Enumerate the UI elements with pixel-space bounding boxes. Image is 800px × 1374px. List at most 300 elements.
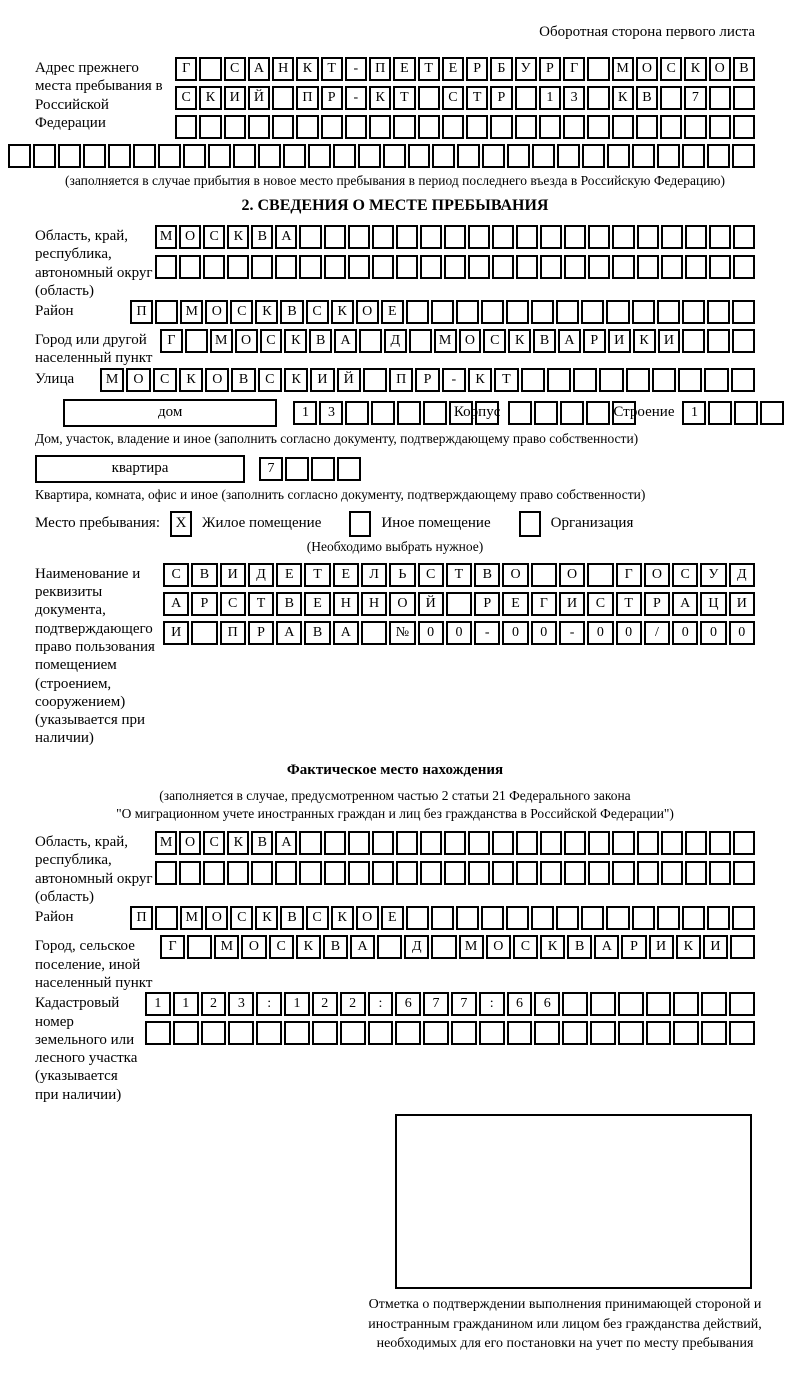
char-cell[interactable]: Б xyxy=(490,57,512,81)
char-cell[interactable] xyxy=(324,831,346,855)
char-cell[interactable]: М xyxy=(180,906,203,930)
char-cell[interactable] xyxy=(406,300,429,324)
char-cell[interactable] xyxy=(248,115,270,139)
char-cell[interactable] xyxy=(564,831,586,855)
char-cell[interactable] xyxy=(590,992,616,1016)
char-cell[interactable]: О xyxy=(235,329,258,353)
char-cell[interactable] xyxy=(661,225,683,249)
char-cell[interactable] xyxy=(457,144,480,168)
char-cell[interactable]: Н xyxy=(333,592,359,616)
char-cell[interactable] xyxy=(587,115,609,139)
char-cell[interactable]: К xyxy=(633,329,656,353)
char-cell[interactable]: И xyxy=(658,329,681,353)
char-cell[interactable] xyxy=(345,401,369,425)
char-cell[interactable] xyxy=(348,255,370,279)
char-cell[interactable]: Е xyxy=(381,300,404,324)
char-cell[interactable]: Е xyxy=(304,592,330,616)
char-cell[interactable]: М xyxy=(180,300,203,324)
char-cell[interactable]: В xyxy=(323,935,348,959)
char-cell[interactable] xyxy=(145,1021,171,1045)
char-cell[interactable]: С xyxy=(153,368,177,392)
char-cell[interactable] xyxy=(729,992,755,1016)
char-cell[interactable] xyxy=(363,368,387,392)
char-cell[interactable] xyxy=(446,592,472,616)
char-cell[interactable]: А xyxy=(594,935,619,959)
char-cell[interactable] xyxy=(481,300,504,324)
char-cell[interactable] xyxy=(516,831,538,855)
char-cell[interactable]: К xyxy=(284,368,308,392)
char-cell[interactable]: М xyxy=(612,57,634,81)
char-cell[interactable]: А xyxy=(334,329,357,353)
char-cell[interactable] xyxy=(534,1021,560,1045)
char-cell[interactable]: К xyxy=(612,86,634,110)
char-cell[interactable]: К xyxy=(468,368,492,392)
char-cell[interactable]: К xyxy=(227,225,249,249)
char-cell[interactable] xyxy=(661,831,683,855)
char-cell[interactable]: : xyxy=(479,992,505,1016)
char-cell[interactable] xyxy=(704,368,728,392)
char-cell[interactable]: Н xyxy=(361,592,387,616)
char-cell[interactable]: А xyxy=(350,935,375,959)
char-cell[interactable] xyxy=(423,401,447,425)
char-cell[interactable]: К xyxy=(255,906,278,930)
char-cell[interactable] xyxy=(275,255,297,279)
char-cell[interactable]: Т xyxy=(418,57,440,81)
char-cell[interactable]: И xyxy=(559,592,585,616)
char-cell[interactable] xyxy=(361,621,387,645)
char-cell[interactable]: 0 xyxy=(672,621,698,645)
char-cell[interactable]: Г xyxy=(616,563,642,587)
char-cell[interactable]: Т xyxy=(321,57,343,81)
char-cell[interactable]: 6 xyxy=(395,992,421,1016)
char-cell[interactable] xyxy=(185,329,208,353)
stay-type-other-checkbox[interactable] xyxy=(349,511,371,537)
char-cell[interactable] xyxy=(707,144,730,168)
char-cell[interactable]: О xyxy=(559,563,585,587)
char-cell[interactable]: Р xyxy=(583,329,606,353)
char-cell[interactable] xyxy=(272,86,294,110)
char-cell[interactable]: В xyxy=(636,86,658,110)
char-cell[interactable] xyxy=(492,831,514,855)
char-cell[interactable] xyxy=(348,225,370,249)
char-cell[interactable] xyxy=(733,225,755,249)
char-cell[interactable] xyxy=(251,861,273,885)
char-cell[interactable]: Т xyxy=(248,592,274,616)
char-cell[interactable] xyxy=(396,861,418,885)
char-cell[interactable] xyxy=(730,935,755,959)
char-cell[interactable] xyxy=(393,115,415,139)
char-cell[interactable]: О xyxy=(486,935,511,959)
char-cell[interactable]: Е xyxy=(502,592,528,616)
char-cell[interactable] xyxy=(155,906,178,930)
char-cell[interactable]: 7 xyxy=(684,86,706,110)
char-cell[interactable] xyxy=(562,992,588,1016)
char-cell[interactable]: Д xyxy=(729,563,755,587)
char-cell[interactable]: М xyxy=(434,329,457,353)
char-cell[interactable] xyxy=(285,457,309,481)
char-cell[interactable] xyxy=(661,861,683,885)
char-cell[interactable] xyxy=(632,144,655,168)
char-cell[interactable]: 2 xyxy=(312,992,338,1016)
char-cell[interactable]: Т xyxy=(393,86,415,110)
char-cell[interactable]: О xyxy=(241,935,266,959)
char-cell[interactable] xyxy=(562,1021,588,1045)
char-cell[interactable] xyxy=(444,225,466,249)
char-cell[interactable] xyxy=(637,831,659,855)
char-cell[interactable] xyxy=(203,255,225,279)
char-cell[interactable]: 1 xyxy=(293,401,317,425)
char-cell[interactable] xyxy=(396,255,418,279)
char-cell[interactable]: О xyxy=(502,563,528,587)
char-cell[interactable]: Р xyxy=(321,86,343,110)
char-cell[interactable] xyxy=(173,1021,199,1045)
char-cell[interactable] xyxy=(709,225,731,249)
char-cell[interactable] xyxy=(588,255,610,279)
char-cell[interactable] xyxy=(324,861,346,885)
char-cell[interactable] xyxy=(418,86,440,110)
char-cell[interactable] xyxy=(442,115,464,139)
char-cell[interactable] xyxy=(191,621,217,645)
char-cell[interactable]: С xyxy=(660,57,682,81)
char-cell[interactable] xyxy=(201,1021,227,1045)
char-cell[interactable]: С xyxy=(260,329,283,353)
char-cell[interactable]: И xyxy=(729,592,755,616)
char-cell[interactable] xyxy=(587,86,609,110)
char-cell[interactable]: Г xyxy=(563,57,585,81)
char-cell[interactable]: С xyxy=(672,563,698,587)
char-cell[interactable]: Й xyxy=(337,368,361,392)
char-cell[interactable]: 0 xyxy=(418,621,444,645)
char-cell[interactable]: О xyxy=(356,906,379,930)
char-cell[interactable] xyxy=(468,831,490,855)
char-cell[interactable]: А xyxy=(163,592,189,616)
char-cell[interactable] xyxy=(581,906,604,930)
char-cell[interactable]: Р xyxy=(191,592,217,616)
char-cell[interactable]: Ц xyxy=(700,592,726,616)
char-cell[interactable]: П xyxy=(296,86,318,110)
char-cell[interactable] xyxy=(372,831,394,855)
char-cell[interactable]: В xyxy=(280,906,303,930)
char-cell[interactable] xyxy=(420,861,442,885)
char-cell[interactable] xyxy=(227,861,249,885)
char-cell[interactable] xyxy=(531,300,554,324)
char-cell[interactable]: С xyxy=(269,935,294,959)
char-cell[interactable] xyxy=(337,457,361,481)
char-cell[interactable] xyxy=(372,861,394,885)
char-cell[interactable]: В xyxy=(251,225,273,249)
char-cell[interactable] xyxy=(308,144,331,168)
char-cell[interactable]: С xyxy=(220,592,246,616)
char-cell[interactable] xyxy=(444,861,466,885)
char-cell[interactable] xyxy=(581,300,604,324)
char-cell[interactable]: О xyxy=(356,300,379,324)
char-cell[interactable]: 1 xyxy=(539,86,561,110)
char-cell[interactable] xyxy=(431,300,454,324)
char-cell[interactable] xyxy=(183,144,206,168)
char-cell[interactable] xyxy=(646,992,672,1016)
char-cell[interactable]: : xyxy=(256,992,282,1016)
char-cell[interactable] xyxy=(709,831,731,855)
char-cell[interactable]: С xyxy=(258,368,282,392)
char-cell[interactable] xyxy=(506,906,529,930)
char-cell[interactable]: Р xyxy=(644,592,670,616)
char-cell[interactable] xyxy=(431,906,454,930)
char-cell[interactable] xyxy=(646,1021,672,1045)
char-cell[interactable]: - xyxy=(474,621,500,645)
char-cell[interactable]: В xyxy=(733,57,755,81)
char-cell[interactable] xyxy=(618,1021,644,1045)
char-cell[interactable] xyxy=(701,992,727,1016)
apartment-type-field[interactable]: квартира xyxy=(35,455,245,483)
char-cell[interactable] xyxy=(158,144,181,168)
char-cell[interactable]: Д xyxy=(248,563,274,587)
char-cell[interactable]: К xyxy=(684,57,706,81)
stay-type-residential-checkbox[interactable]: X xyxy=(170,511,192,537)
char-cell[interactable] xyxy=(444,255,466,279)
char-cell[interactable] xyxy=(637,861,659,885)
char-cell[interactable] xyxy=(733,255,755,279)
char-cell[interactable] xyxy=(133,144,156,168)
char-cell[interactable]: К xyxy=(227,831,249,855)
char-cell[interactable]: : xyxy=(368,992,394,1016)
char-cell[interactable] xyxy=(560,401,584,425)
char-cell[interactable]: 1 xyxy=(173,992,199,1016)
char-cell[interactable] xyxy=(516,861,538,885)
char-cell[interactable]: В xyxy=(567,935,592,959)
char-cell[interactable]: Н xyxy=(272,57,294,81)
char-cell[interactable]: Д xyxy=(404,935,429,959)
char-cell[interactable] xyxy=(673,992,699,1016)
char-cell[interactable] xyxy=(58,144,81,168)
char-cell[interactable] xyxy=(396,831,418,855)
char-cell[interactable] xyxy=(637,255,659,279)
char-cell[interactable]: М xyxy=(459,935,484,959)
char-cell[interactable] xyxy=(397,401,421,425)
char-cell[interactable] xyxy=(155,861,177,885)
char-cell[interactable]: А xyxy=(333,621,359,645)
char-cell[interactable] xyxy=(507,1021,533,1045)
char-cell[interactable] xyxy=(468,255,490,279)
char-cell[interactable] xyxy=(678,368,702,392)
char-cell[interactable] xyxy=(256,1021,282,1045)
char-cell[interactable] xyxy=(588,831,610,855)
char-cell[interactable] xyxy=(531,563,557,587)
char-cell[interactable] xyxy=(311,457,335,481)
char-cell[interactable] xyxy=(564,225,586,249)
char-cell[interactable] xyxy=(155,300,178,324)
char-cell[interactable] xyxy=(369,115,391,139)
char-cell[interactable] xyxy=(588,225,610,249)
char-cell[interactable] xyxy=(444,831,466,855)
char-cell[interactable]: К xyxy=(331,906,354,930)
char-cell[interactable] xyxy=(657,300,680,324)
char-cell[interactable] xyxy=(179,255,201,279)
char-cell[interactable] xyxy=(682,329,705,353)
char-cell[interactable]: С xyxy=(483,329,506,353)
char-cell[interactable] xyxy=(612,861,634,885)
char-cell[interactable] xyxy=(358,144,381,168)
char-cell[interactable]: П xyxy=(130,300,153,324)
char-cell[interactable] xyxy=(312,1021,338,1045)
char-cell[interactable] xyxy=(547,368,571,392)
char-cell[interactable] xyxy=(733,115,755,139)
char-cell[interactable]: 0 xyxy=(587,621,613,645)
char-cell[interactable]: М xyxy=(155,831,177,855)
char-cell[interactable] xyxy=(626,368,650,392)
char-cell[interactable] xyxy=(481,906,504,930)
char-cell[interactable]: О xyxy=(126,368,150,392)
char-cell[interactable] xyxy=(283,144,306,168)
char-cell[interactable]: 3 xyxy=(319,401,343,425)
char-cell[interactable] xyxy=(682,144,705,168)
char-cell[interactable]: Р xyxy=(466,57,488,81)
char-cell[interactable]: А xyxy=(276,621,302,645)
char-cell[interactable]: Т xyxy=(466,86,488,110)
char-cell[interactable]: М xyxy=(214,935,239,959)
char-cell[interactable] xyxy=(709,115,731,139)
char-cell[interactable] xyxy=(321,115,343,139)
char-cell[interactable]: М xyxy=(100,368,124,392)
char-cell[interactable] xyxy=(657,906,680,930)
char-cell[interactable] xyxy=(431,935,456,959)
char-cell[interactable] xyxy=(175,115,197,139)
char-cell[interactable] xyxy=(83,144,106,168)
char-cell[interactable] xyxy=(333,144,356,168)
char-cell[interactable] xyxy=(709,86,731,110)
char-cell[interactable]: - xyxy=(345,57,367,81)
char-cell[interactable] xyxy=(636,115,658,139)
char-cell[interactable] xyxy=(652,368,676,392)
char-cell[interactable]: 3 xyxy=(563,86,585,110)
char-cell[interactable]: Г xyxy=(160,329,183,353)
char-cell[interactable]: И xyxy=(220,563,246,587)
char-cell[interactable] xyxy=(507,144,530,168)
char-cell[interactable] xyxy=(299,831,321,855)
char-cell[interactable] xyxy=(348,861,370,885)
char-cell[interactable]: И xyxy=(703,935,728,959)
char-cell[interactable] xyxy=(685,225,707,249)
char-cell[interactable] xyxy=(490,115,512,139)
char-cell[interactable] xyxy=(251,255,273,279)
char-cell[interactable] xyxy=(556,300,579,324)
char-cell[interactable]: - xyxy=(442,368,466,392)
char-cell[interactable]: А xyxy=(275,831,297,855)
char-cell[interactable] xyxy=(492,255,514,279)
char-cell[interactable]: П xyxy=(389,368,413,392)
char-cell[interactable] xyxy=(224,115,246,139)
char-cell[interactable] xyxy=(275,861,297,885)
char-cell[interactable] xyxy=(531,906,554,930)
char-cell[interactable] xyxy=(588,861,610,885)
char-cell[interactable] xyxy=(479,1021,505,1045)
char-cell[interactable] xyxy=(682,906,705,930)
char-cell[interactable]: 1 xyxy=(145,992,171,1016)
char-cell[interactable]: Ь xyxy=(389,563,415,587)
char-cell[interactable] xyxy=(612,831,634,855)
char-cell[interactable] xyxy=(371,401,395,425)
char-cell[interactable] xyxy=(709,861,731,885)
char-cell[interactable] xyxy=(408,144,431,168)
char-cell[interactable]: К xyxy=(508,329,531,353)
char-cell[interactable] xyxy=(324,255,346,279)
char-cell[interactable] xyxy=(701,1021,727,1045)
char-cell[interactable]: С xyxy=(203,225,225,249)
char-cell[interactable] xyxy=(599,368,623,392)
char-cell[interactable] xyxy=(734,401,758,425)
char-cell[interactable] xyxy=(660,86,682,110)
char-cell[interactable]: 6 xyxy=(534,992,560,1016)
char-cell[interactable] xyxy=(729,1021,755,1045)
char-cell[interactable]: С xyxy=(224,57,246,81)
char-cell[interactable] xyxy=(607,144,630,168)
char-cell[interactable]: Р xyxy=(248,621,274,645)
char-cell[interactable]: П xyxy=(369,57,391,81)
char-cell[interactable]: О xyxy=(205,906,228,930)
char-cell[interactable]: А xyxy=(558,329,581,353)
char-cell[interactable]: 0 xyxy=(502,621,528,645)
char-cell[interactable] xyxy=(540,831,562,855)
char-cell[interactable]: И xyxy=(163,621,189,645)
char-cell[interactable]: К xyxy=(369,86,391,110)
char-cell[interactable] xyxy=(284,1021,310,1045)
char-cell[interactable] xyxy=(409,329,432,353)
char-cell[interactable] xyxy=(187,935,212,959)
char-cell[interactable] xyxy=(299,255,321,279)
char-cell[interactable]: С xyxy=(418,563,444,587)
char-cell[interactable]: В xyxy=(231,368,255,392)
char-cell[interactable]: М xyxy=(155,225,177,249)
char-cell[interactable] xyxy=(618,992,644,1016)
char-cell[interactable] xyxy=(372,255,394,279)
char-cell[interactable]: 6 xyxy=(507,992,533,1016)
char-cell[interactable]: К xyxy=(296,57,318,81)
char-cell[interactable] xyxy=(199,57,221,81)
char-cell[interactable] xyxy=(108,144,131,168)
char-cell[interactable] xyxy=(383,144,406,168)
char-cell[interactable]: С xyxy=(306,906,329,930)
char-cell[interactable]: О xyxy=(179,831,201,855)
char-cell[interactable] xyxy=(324,225,346,249)
char-cell[interactable] xyxy=(731,368,755,392)
char-cell[interactable] xyxy=(563,115,585,139)
char-cell[interactable]: Р xyxy=(539,57,561,81)
char-cell[interactable]: М xyxy=(210,329,233,353)
char-cell[interactable] xyxy=(539,115,561,139)
char-cell[interactable] xyxy=(33,144,56,168)
char-cell[interactable] xyxy=(564,861,586,885)
char-cell[interactable]: Д xyxy=(384,329,407,353)
char-cell[interactable]: В xyxy=(474,563,500,587)
char-cell[interactable]: 0 xyxy=(446,621,472,645)
char-cell[interactable]: К xyxy=(179,368,203,392)
char-cell[interactable] xyxy=(396,225,418,249)
char-cell[interactable] xyxy=(564,255,586,279)
char-cell[interactable]: № xyxy=(389,621,415,645)
char-cell[interactable] xyxy=(258,144,281,168)
char-cell[interactable] xyxy=(556,906,579,930)
char-cell[interactable] xyxy=(733,861,755,885)
char-cell[interactable]: 2 xyxy=(340,992,366,1016)
char-cell[interactable] xyxy=(733,831,755,855)
char-cell[interactable]: К xyxy=(284,329,307,353)
char-cell[interactable]: С xyxy=(230,300,253,324)
char-cell[interactable] xyxy=(420,225,442,249)
char-cell[interactable]: 0 xyxy=(616,621,642,645)
char-cell[interactable]: 0 xyxy=(729,621,755,645)
char-cell[interactable]: И xyxy=(310,368,334,392)
char-cell[interactable] xyxy=(685,861,707,885)
char-cell[interactable]: Р xyxy=(474,592,500,616)
